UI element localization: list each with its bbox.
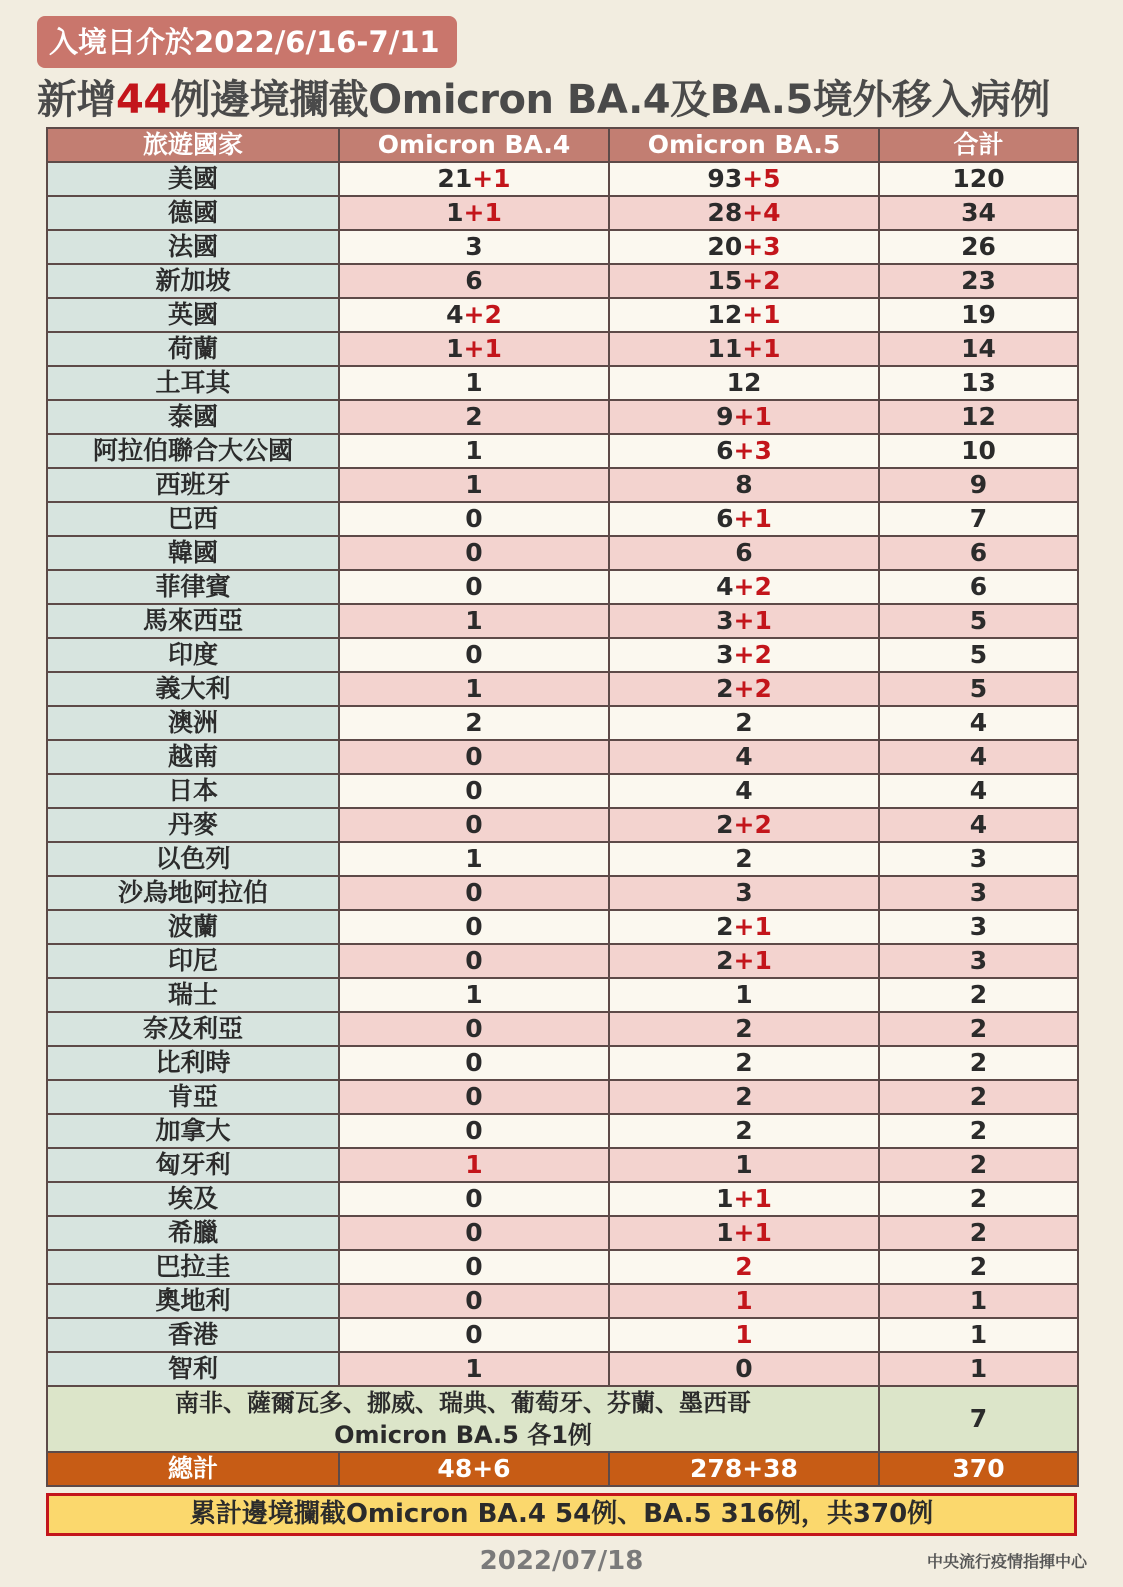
country-cell: 義大利: [47, 672, 339, 706]
ba5-count: 12: [726, 368, 762, 397]
country-cell: 丹麥: [47, 808, 339, 842]
page-title: [37, 72, 1097, 128]
ba5-new-count: 1: [735, 1320, 753, 1349]
ba5-count: 93: [707, 164, 743, 193]
table-row: [47, 740, 1078, 774]
country-cell: 印度: [47, 638, 339, 672]
table-row: [47, 1148, 1078, 1182]
total-cell: 19: [879, 298, 1078, 332]
ba5-cell: [609, 808, 879, 842]
table-row: [47, 1046, 1078, 1080]
others-total: 7: [879, 1386, 1078, 1452]
ba4-count: 0: [465, 776, 483, 805]
ba5-new-count: 1: [735, 1286, 753, 1315]
total-cell: 6: [879, 570, 1078, 604]
others-countries: [47, 1386, 879, 1452]
ba4-count: 0: [465, 1014, 483, 1043]
grand-total-row: [47, 1452, 1078, 1486]
ba5-cell: [609, 1182, 879, 1216]
ba4-cell: [339, 1148, 609, 1182]
country-cell: 韓國: [47, 536, 339, 570]
total-cell: 12: [879, 400, 1078, 434]
table-row: [47, 1012, 1078, 1046]
table-row: [47, 1250, 1078, 1284]
title-prefix: 新增: [37, 77, 116, 123]
table-row: [47, 842, 1078, 876]
header-country: 旅遊國家: [47, 128, 339, 162]
country-cell: 泰國: [47, 400, 339, 434]
ba4-count: 0: [465, 538, 483, 567]
others-row: [47, 1386, 1078, 1452]
ba4-cell: [339, 502, 609, 536]
ba4-cell: [339, 570, 609, 604]
ba5-new-count: +1: [733, 912, 772, 941]
ba5-count: 2: [735, 708, 753, 737]
ba5-cell: [609, 434, 879, 468]
grand-total-ba5: 278+38: [609, 1452, 879, 1486]
footer-organization: 中央流行疫情指揮中心: [926, 1552, 1087, 1571]
ba5-count: 2: [735, 1014, 753, 1043]
others-line-2: Omicron BA.5 各1例: [334, 1421, 592, 1449]
country-cell: 美國: [47, 162, 339, 196]
ba4-new-count: 1: [465, 1150, 483, 1179]
ba5-count: 2: [716, 810, 734, 839]
ba4-cell: [339, 1080, 609, 1114]
ba5-cell: [609, 978, 879, 1012]
total-cell: 13: [879, 366, 1078, 400]
ba4-new-count: +1: [463, 334, 502, 363]
total-cell: 4: [879, 808, 1078, 842]
ba4-count: 1: [446, 198, 464, 227]
ba5-cell: [609, 468, 879, 502]
country-cell: 荷蘭: [47, 332, 339, 366]
ba4-cell: [339, 774, 609, 808]
ba5-cell: [609, 298, 879, 332]
ba5-count: 1: [716, 1218, 734, 1247]
ba4-count: 0: [465, 742, 483, 771]
ba5-count: 9: [716, 402, 734, 431]
table-row: [47, 536, 1078, 570]
ba5-count: 4: [716, 572, 734, 601]
ba5-count: 2: [735, 1048, 753, 1077]
table-row: [47, 1182, 1078, 1216]
table-row: [47, 230, 1078, 264]
ba5-cell: [609, 842, 879, 876]
ba5-cell: [609, 1352, 879, 1386]
country-cell: 香港: [47, 1318, 339, 1352]
total-cell: 7: [879, 502, 1078, 536]
ba5-count: 2: [716, 674, 734, 703]
country-cell: 英國: [47, 298, 339, 332]
ba4-cell: [339, 1012, 609, 1046]
ba5-cell: [609, 740, 879, 774]
total-cell: 3: [879, 944, 1078, 978]
ba5-cell: [609, 1250, 879, 1284]
ba5-new-count: +1: [742, 334, 781, 363]
country-cell: 菲律賓: [47, 570, 339, 604]
country-cell: 埃及: [47, 1182, 339, 1216]
total-cell: 2: [879, 1148, 1078, 1182]
ba4-cell: [339, 808, 609, 842]
ba4-count: 1: [465, 470, 483, 499]
total-cell: 5: [879, 604, 1078, 638]
ba5-count: 15: [707, 266, 743, 295]
table-row: [47, 672, 1078, 706]
ba5-count: 11: [707, 334, 743, 363]
table-row: [47, 1114, 1078, 1148]
table-row: [47, 978, 1078, 1012]
others-line-1: 南非、薩爾瓦多、挪威、瑞典、葡萄牙、芬蘭、墨西哥: [175, 1389, 751, 1417]
total-cell: 10: [879, 434, 1078, 468]
title-suffix: 例邊境攔截Omicron BA.4及BA.5境外移入病例: [170, 77, 1050, 123]
ba5-count: 6: [716, 436, 734, 465]
ba4-new-count: +1: [472, 164, 511, 193]
ba5-count: 2: [735, 1082, 753, 1111]
ba5-new-count: +5: [742, 164, 781, 193]
ba5-cell: [609, 604, 879, 638]
table-row: [47, 808, 1078, 842]
ba5-new-count: +2: [733, 572, 772, 601]
ba5-cell: [609, 876, 879, 910]
table-row: [47, 400, 1078, 434]
ba5-count: 2: [735, 844, 753, 873]
ba4-cell: [339, 468, 609, 502]
total-cell: 2: [879, 978, 1078, 1012]
ba5-cell: [609, 196, 879, 230]
country-cell: 奧地利: [47, 1284, 339, 1318]
ba5-count: 3: [716, 606, 734, 635]
ba5-count: 6: [735, 538, 753, 567]
ba4-cell: [339, 332, 609, 366]
grand-total-ba4: 48+6: [339, 1452, 609, 1486]
country-cell: 印尼: [47, 944, 339, 978]
ba5-cell: [609, 400, 879, 434]
ba4-new-count: +1: [463, 198, 502, 227]
table-row: [47, 570, 1078, 604]
total-cell: 5: [879, 672, 1078, 706]
ba4-cell: [339, 1182, 609, 1216]
total-cell: 2: [879, 1046, 1078, 1080]
total-cell: 3: [879, 876, 1078, 910]
country-cell: 澳洲: [47, 706, 339, 740]
ba4-cell: [339, 230, 609, 264]
ba5-new-count: +1: [733, 1184, 772, 1213]
total-cell: 6: [879, 536, 1078, 570]
country-cell: 法國: [47, 230, 339, 264]
table-header-row: [47, 128, 1078, 162]
country-cell: 智利: [47, 1352, 339, 1386]
ba5-new-count: +2: [733, 810, 772, 839]
ba4-count: 1: [465, 980, 483, 1009]
ba4-cell: [339, 1284, 609, 1318]
grand-total-label: 總計: [47, 1452, 339, 1486]
ba5-cell: [609, 1080, 879, 1114]
ba5-cell: [609, 536, 879, 570]
country-cell: 奈及利亞: [47, 1012, 339, 1046]
country-cell: 肯亞: [47, 1080, 339, 1114]
ba4-count: 0: [465, 504, 483, 533]
table-row: [47, 638, 1078, 672]
total-cell: 23: [879, 264, 1078, 298]
total-cell: 2: [879, 1114, 1078, 1148]
ba4-count: 3: [465, 232, 483, 261]
country-cell: 匈牙利: [47, 1148, 339, 1182]
country-cell: 阿拉伯聯合大公國: [47, 434, 339, 468]
table-row: [47, 366, 1078, 400]
ba5-cell: [609, 672, 879, 706]
ba4-count: 1: [465, 368, 483, 397]
ba5-count: 12: [707, 300, 743, 329]
country-cell: 瑞士: [47, 978, 339, 1012]
table-row: [47, 774, 1078, 808]
ba4-count: 2: [465, 402, 483, 431]
ba5-count: 4: [735, 742, 753, 771]
total-cell: 1: [879, 1318, 1078, 1352]
table-row: [47, 1080, 1078, 1114]
country-cell: 西班牙: [47, 468, 339, 502]
ba4-count: 21: [437, 164, 473, 193]
ba5-new-count: +3: [742, 232, 781, 261]
date-range-badge: 入境日介於2022/6/16-7/11: [37, 16, 457, 68]
table-row: [47, 298, 1078, 332]
ba5-cell: [609, 502, 879, 536]
ba5-cell: [609, 1012, 879, 1046]
ba4-cell: [339, 196, 609, 230]
ba4-count: 0: [465, 1320, 483, 1349]
ba4-cell: [339, 638, 609, 672]
ba5-count: 3: [735, 878, 753, 907]
table-row: [47, 264, 1078, 298]
ba4-cell: [339, 672, 609, 706]
ba5-new-count: +4: [742, 198, 781, 227]
country-cell: 巴西: [47, 502, 339, 536]
total-cell: 14: [879, 332, 1078, 366]
header-ba5: Omicron BA.5: [609, 128, 879, 162]
ba4-count: 0: [465, 810, 483, 839]
ba4-count: 0: [465, 1218, 483, 1247]
ba5-new-count: +1: [742, 300, 781, 329]
country-cell: 馬來西亞: [47, 604, 339, 638]
total-cell: 5: [879, 638, 1078, 672]
ba4-cell: [339, 366, 609, 400]
country-cell: 德國: [47, 196, 339, 230]
ba5-count: 1: [735, 1150, 753, 1179]
country-cell: 波蘭: [47, 910, 339, 944]
country-cell: 日本: [47, 774, 339, 808]
ba5-cell: [609, 1148, 879, 1182]
ba5-new-count: +1: [733, 1218, 772, 1247]
country-cell: 希臘: [47, 1216, 339, 1250]
ba4-count: 1: [465, 606, 483, 635]
ba5-new-count: +2: [733, 674, 772, 703]
header-total: 合計: [879, 128, 1078, 162]
country-cell: 土耳其: [47, 366, 339, 400]
country-cell: 沙烏地阿拉伯: [47, 876, 339, 910]
ba4-count: 0: [465, 912, 483, 941]
ba5-new-count: +1: [733, 946, 772, 975]
ba4-count: 1: [465, 1354, 483, 1383]
total-cell: 2: [879, 1182, 1078, 1216]
ba4-cell: [339, 944, 609, 978]
table-row: [47, 434, 1078, 468]
ba5-count: 1: [716, 1184, 734, 1213]
table-row: [47, 944, 1078, 978]
country-cell: 巴拉圭: [47, 1250, 339, 1284]
total-cell: 2: [879, 1080, 1078, 1114]
total-cell: 9: [879, 468, 1078, 502]
ba5-new-count: 2: [735, 1252, 753, 1281]
table-row: [47, 1352, 1078, 1386]
ba5-count: 2: [716, 912, 734, 941]
ba5-cell: [609, 1284, 879, 1318]
ba5-count: 3: [716, 640, 734, 669]
table-row: [47, 502, 1078, 536]
ba5-cell: [609, 706, 879, 740]
ba4-count: 0: [465, 1252, 483, 1281]
table-row: [47, 1216, 1078, 1250]
ba5-count: 4: [735, 776, 753, 805]
ba5-count: 2: [716, 946, 734, 975]
ba4-cell: [339, 706, 609, 740]
ba5-new-count: +1: [733, 402, 772, 431]
ba4-count: 2: [465, 708, 483, 737]
total-cell: 2: [879, 1012, 1078, 1046]
ba5-cell: [609, 944, 879, 978]
table-row: [47, 332, 1078, 366]
grand-total-sum: 370: [879, 1452, 1078, 1486]
total-cell: 120: [879, 162, 1078, 196]
country-cell: 比利時: [47, 1046, 339, 1080]
ba5-cell: [609, 264, 879, 298]
ba5-new-count: +1: [733, 504, 772, 533]
ba4-cell: [339, 1250, 609, 1284]
ba5-cell: [609, 332, 879, 366]
ba5-count: 20: [707, 232, 743, 261]
table-row: [47, 162, 1078, 196]
ba4-new-count: +2: [463, 300, 502, 329]
table-row: [47, 876, 1078, 910]
table-row: [47, 604, 1078, 638]
ba5-count: 0: [735, 1354, 753, 1383]
table-row: [47, 196, 1078, 230]
ba4-count: 0: [465, 1286, 483, 1315]
title-count: 44: [116, 77, 171, 123]
ba4-cell: [339, 434, 609, 468]
ba5-new-count: +1: [733, 606, 772, 635]
country-cell: 越南: [47, 740, 339, 774]
ba5-cell: [609, 162, 879, 196]
country-cell: 加拿大: [47, 1114, 339, 1148]
total-cell: 1: [879, 1284, 1078, 1318]
total-cell: 4: [879, 740, 1078, 774]
table-row: [47, 706, 1078, 740]
ba5-count: 28: [707, 198, 743, 227]
ba4-count: 0: [465, 640, 483, 669]
ba5-cell: [609, 774, 879, 808]
ba4-cell: [339, 842, 609, 876]
ba5-cell: [609, 1114, 879, 1148]
total-cell: 4: [879, 706, 1078, 740]
ba4-cell: [339, 162, 609, 196]
total-cell: 2: [879, 1250, 1078, 1284]
total-cell: 3: [879, 910, 1078, 944]
ba4-count: 1: [465, 436, 483, 465]
ba5-cell: [609, 570, 879, 604]
ba5-cell: [609, 1216, 879, 1250]
ba5-new-count: +3: [733, 436, 772, 465]
ba4-count: 0: [465, 1048, 483, 1077]
total-cell: 3: [879, 842, 1078, 876]
ba4-cell: [339, 536, 609, 570]
footer-date: 2022/07/18: [479, 1546, 644, 1576]
ba5-cell: [609, 1046, 879, 1080]
ba4-count: 0: [465, 1184, 483, 1213]
ba5-new-count: +2: [733, 640, 772, 669]
ba4-count: 0: [465, 1082, 483, 1111]
ba5-count: 8: [735, 470, 753, 499]
ba4-cell: [339, 604, 609, 638]
ba4-cell: [339, 740, 609, 774]
ba4-count: 4: [446, 300, 464, 329]
table-row: [47, 468, 1078, 502]
ba4-cell: [339, 264, 609, 298]
table-row: [47, 1284, 1078, 1318]
ba5-count: 1: [735, 980, 753, 1009]
header-ba4: Omicron BA.4: [339, 128, 609, 162]
ba5-cell: [609, 366, 879, 400]
ba4-count: 0: [465, 572, 483, 601]
ba5-count: 2: [735, 1116, 753, 1145]
ba5-cell: [609, 638, 879, 672]
country-cell: 以色列: [47, 842, 339, 876]
ba4-count: 0: [465, 1116, 483, 1145]
ba4-count: 1: [465, 674, 483, 703]
ba5-cell: [609, 1318, 879, 1352]
ba4-count: 1: [465, 844, 483, 873]
ba4-cell: [339, 1216, 609, 1250]
ba5-cell: [609, 230, 879, 264]
table-row: [47, 910, 1078, 944]
ba5-cell: [609, 910, 879, 944]
ba4-cell: [339, 1352, 609, 1386]
total-cell: 34: [879, 196, 1078, 230]
ba4-count: 0: [465, 878, 483, 907]
table-body: [47, 162, 1078, 1386]
ba4-cell: [339, 978, 609, 1012]
ba4-cell: [339, 876, 609, 910]
ba4-cell: [339, 298, 609, 332]
country-cell: 新加坡: [47, 264, 339, 298]
ba4-count: 1: [446, 334, 464, 363]
case-table: [46, 127, 1079, 1487]
ba5-count: 6: [716, 504, 734, 533]
ba4-count: 0: [465, 946, 483, 975]
cumulative-note: 累計邊境攔截Omicron BA.4 54例、BA.5 316例，共370例: [46, 1493, 1077, 1536]
ba4-cell: [339, 910, 609, 944]
ba4-cell: [339, 1114, 609, 1148]
total-cell: 26: [879, 230, 1078, 264]
table-row: [47, 1318, 1078, 1352]
ba4-cell: [339, 400, 609, 434]
ba4-cell: [339, 1318, 609, 1352]
total-cell: 4: [879, 774, 1078, 808]
ba4-count: 6: [465, 266, 483, 295]
ba4-cell: [339, 1046, 609, 1080]
total-cell: 2: [879, 1216, 1078, 1250]
ba5-new-count: +2: [742, 266, 781, 295]
total-cell: 1: [879, 1352, 1078, 1386]
